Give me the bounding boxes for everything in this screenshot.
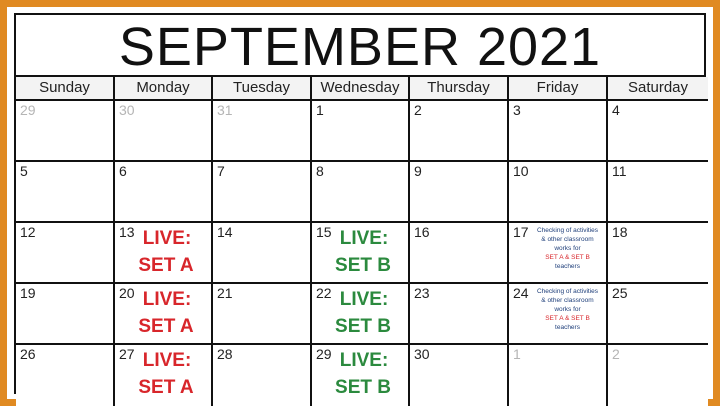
day-number: 30	[119, 102, 135, 118]
live-event-set-a	[115, 225, 211, 279]
day-number: 31	[217, 102, 233, 118]
day-cell[interactable]	[115, 223, 213, 284]
day-number: 13	[119, 224, 135, 240]
event-set: SET A	[138, 377, 194, 398]
day-number: 10	[513, 163, 529, 179]
day-cell[interactable]	[16, 223, 115, 284]
event-label: LIVE:	[339, 289, 389, 310]
day-number: 26	[20, 346, 36, 362]
day-cell[interactable]	[115, 162, 213, 223]
live-event-set-b	[312, 286, 408, 340]
event-set: SET B	[335, 316, 391, 337]
day-number: 27	[119, 346, 135, 362]
day-cell[interactable]	[16, 345, 115, 406]
day-cell[interactable]	[115, 284, 213, 345]
event-set: SET A	[138, 255, 194, 276]
day-number: 30	[414, 346, 430, 362]
day-number: 29	[316, 346, 332, 362]
note-tail: teachers	[555, 263, 580, 270]
day-number: 20	[119, 285, 135, 301]
day-number: 21	[217, 285, 233, 301]
event-label: LIVE:	[142, 350, 192, 371]
event-label: LIVE:	[339, 228, 389, 249]
calendar-title: SEPTEMBER 2021	[16, 15, 704, 77]
day-number: 11	[612, 163, 627, 179]
day-cell[interactable]	[509, 223, 608, 284]
day-cell[interactable]	[312, 284, 410, 345]
day-cell[interactable]	[509, 101, 608, 162]
day-number: 6	[119, 163, 127, 179]
event-label: LIVE:	[142, 228, 192, 249]
weekday-header: Thursday	[410, 77, 509, 101]
live-event-set-b	[312, 347, 408, 401]
day-number: 22	[316, 285, 332, 301]
calendar-grid	[16, 77, 704, 398]
day-number: 19	[20, 285, 36, 301]
day-cell[interactable]	[213, 101, 312, 162]
day-number: 1	[513, 346, 521, 362]
day-number: 2	[414, 102, 422, 118]
day-cell[interactable]	[410, 345, 509, 406]
day-number: 16	[414, 224, 430, 240]
day-cell[interactable]	[410, 162, 509, 223]
day-number: 15	[316, 224, 332, 240]
weekday-header: Saturday	[608, 77, 708, 101]
day-number: 25	[612, 285, 628, 301]
day-cell[interactable]	[312, 223, 410, 284]
note-text: Checking of activities & other classroom works for	[536, 227, 599, 252]
day-cell[interactable]	[608, 345, 708, 406]
event-set: SET B	[335, 255, 391, 276]
day-cell[interactable]	[312, 345, 410, 406]
day-number: 23	[414, 285, 430, 301]
note-text: Checking of activities & other classroom works for	[536, 288, 599, 313]
day-cell[interactable]	[608, 223, 708, 284]
day-cell[interactable]	[213, 162, 312, 223]
live-event-set-a	[115, 286, 211, 340]
weekday-header: Monday	[115, 77, 213, 101]
event-label: LIVE:	[339, 350, 389, 371]
day-number: 8	[316, 163, 324, 179]
teacher-note	[535, 287, 600, 332]
day-cell[interactable]	[608, 101, 708, 162]
weekday-header: Friday	[509, 77, 608, 101]
day-cell[interactable]	[509, 162, 608, 223]
day-number: 3	[513, 102, 521, 118]
day-number: 17	[513, 224, 529, 240]
day-cell[interactable]	[16, 101, 115, 162]
day-number: 7	[217, 163, 225, 179]
day-number: 9	[414, 163, 422, 179]
day-number: 5	[20, 163, 28, 179]
day-cell[interactable]	[213, 284, 312, 345]
event-set: SET B	[335, 377, 391, 398]
day-number: 1	[316, 102, 324, 118]
weekday-header: Tuesday	[213, 77, 312, 101]
day-cell[interactable]	[115, 345, 213, 406]
day-cell[interactable]	[213, 223, 312, 284]
day-cell[interactable]	[312, 101, 410, 162]
day-number: 14	[217, 224, 233, 240]
day-number: 4	[612, 102, 620, 118]
weekday-header: Sunday	[16, 77, 115, 101]
day-number: 2	[612, 346, 620, 362]
day-number: 28	[217, 346, 233, 362]
event-label: LIVE:	[142, 289, 192, 310]
day-number: 18	[612, 224, 628, 240]
day-cell[interactable]	[213, 345, 312, 406]
note-sets: SET A & SET B	[545, 254, 590, 261]
note-tail: teachers	[555, 324, 580, 331]
day-cell[interactable]	[608, 162, 708, 223]
day-number: 12	[20, 224, 36, 240]
day-number: 29	[20, 102, 36, 118]
day-cell[interactable]	[16, 162, 115, 223]
event-set: SET A	[138, 316, 194, 337]
live-event-set-b	[312, 225, 408, 279]
calendar	[14, 13, 706, 398]
note-sets: SET A & SET B	[545, 315, 590, 322]
day-cell[interactable]	[509, 284, 608, 345]
day-cell[interactable]	[312, 162, 410, 223]
day-cell[interactable]	[410, 284, 509, 345]
day-cell[interactable]	[410, 101, 509, 162]
weekday-header: Wednesday	[312, 77, 410, 101]
day-cell[interactable]	[115, 101, 213, 162]
day-cell[interactable]	[608, 284, 708, 345]
day-cell[interactable]	[509, 345, 608, 406]
day-number: 24	[513, 285, 529, 301]
day-cell[interactable]	[410, 223, 509, 284]
day-cell[interactable]	[16, 284, 115, 345]
live-event-set-a	[115, 347, 211, 401]
teacher-note	[535, 226, 600, 271]
